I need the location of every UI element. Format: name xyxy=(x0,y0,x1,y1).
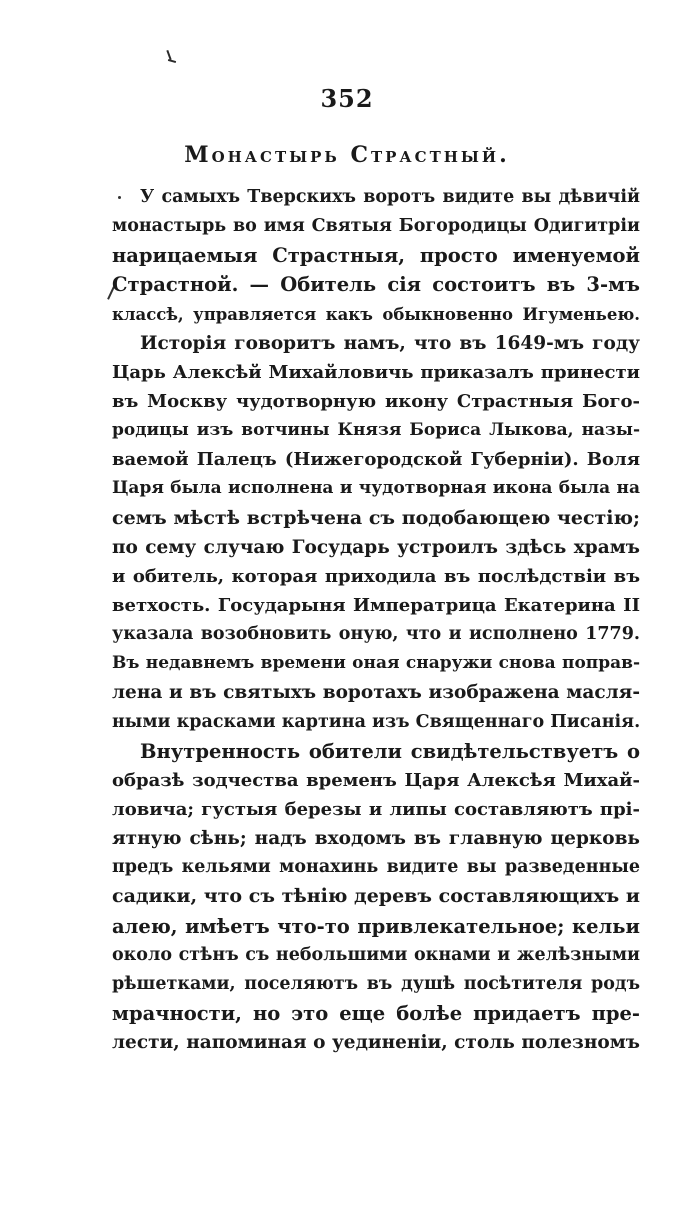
text-line: Внутренность обители свидѣтельствуетъ о xyxy=(140,739,640,763)
text-line: ятную сѣнь; надъ входомъ въ главную церковь xyxy=(112,828,640,850)
text-line: монастырь во имя Святыя Богородицы Одигитріи xyxy=(112,216,640,237)
text-line: указала возобновить оную, что и исполнено 1779. xyxy=(112,624,640,645)
text-line: около стѣнъ съ небольшими окнами и желѣзными xyxy=(112,944,640,965)
text-line: ветхость. Государыня Императрица Екатерина II xyxy=(112,594,640,616)
text-line: алею, имѣетъ что-то привлекательное; кельи xyxy=(112,914,640,938)
text-line: садики, что съ тѣнію деревъ составляющихъ и xyxy=(112,885,640,908)
text-line: рѣшетками, поселяютъ въ душѣ посѣтителя родъ xyxy=(112,973,640,994)
text-line: Царь Алексѣй Михайловичь приказалъ принести xyxy=(112,361,640,383)
text-line: семъ мѣстѣ встрѣчена съ подобающею честію; xyxy=(112,506,640,529)
text-line: предъ кельями монахинь видите вы разведенные xyxy=(112,857,640,878)
body-text xyxy=(112,183,640,1057)
text-line: лести, напоминая о уединеніи, столь полезномъ xyxy=(112,1032,640,1054)
text-line: лена и въ святыхъ воротахъ изображена масля- xyxy=(112,682,640,704)
text-line: ными красками картина изъ Священнаго Писанія. xyxy=(112,711,640,732)
text-line: Царя была исполнена и чудотворная икона была на xyxy=(112,478,640,499)
ink-mark xyxy=(168,59,176,63)
text-line: классѣ, управляется какъ обыкновенно Игуменьею. xyxy=(112,304,640,324)
text-line: У самыхъ Тверскихъ воротъ видите вы дѣвичій xyxy=(140,187,640,207)
text-line: по сему случаю Государь устроилъ здѣсь храмъ xyxy=(112,536,640,558)
text-line: образѣ зодчества временъ Царя Алексѣя Михай- xyxy=(112,769,640,791)
section-title: Монастырь Страстный. xyxy=(184,142,510,168)
text-line: мрачности, но это еще болѣе придаетъ пре- xyxy=(112,1001,640,1025)
text-line: Исторія говоритъ намъ, что въ 1649-мъ году xyxy=(140,332,640,354)
text-line: родицы изъ вотчины Князя Бориса Лыкова, назы- xyxy=(112,420,640,441)
text-line: ловича; густыя березы и липы составляютъ прі- xyxy=(112,798,640,820)
text-line: въ Москву чудотворную икону Страстныя Бого- xyxy=(112,390,640,412)
text-line: ваемой Палецъ (Нижегородской Губерніи). Воля xyxy=(112,449,640,471)
text-line: Страстной. — Обитель сія состоитъ въ 3-мъ xyxy=(112,273,640,297)
text-line: и обитель, которая приходила въ послѣдствіи въ xyxy=(112,565,640,587)
page-number: 352 xyxy=(320,84,374,113)
text-line: нарицаемыя Страстныя, просто именуемой xyxy=(112,244,640,268)
text-line: Въ недавнемъ времени оная снаружи снова поправ- xyxy=(112,653,640,674)
